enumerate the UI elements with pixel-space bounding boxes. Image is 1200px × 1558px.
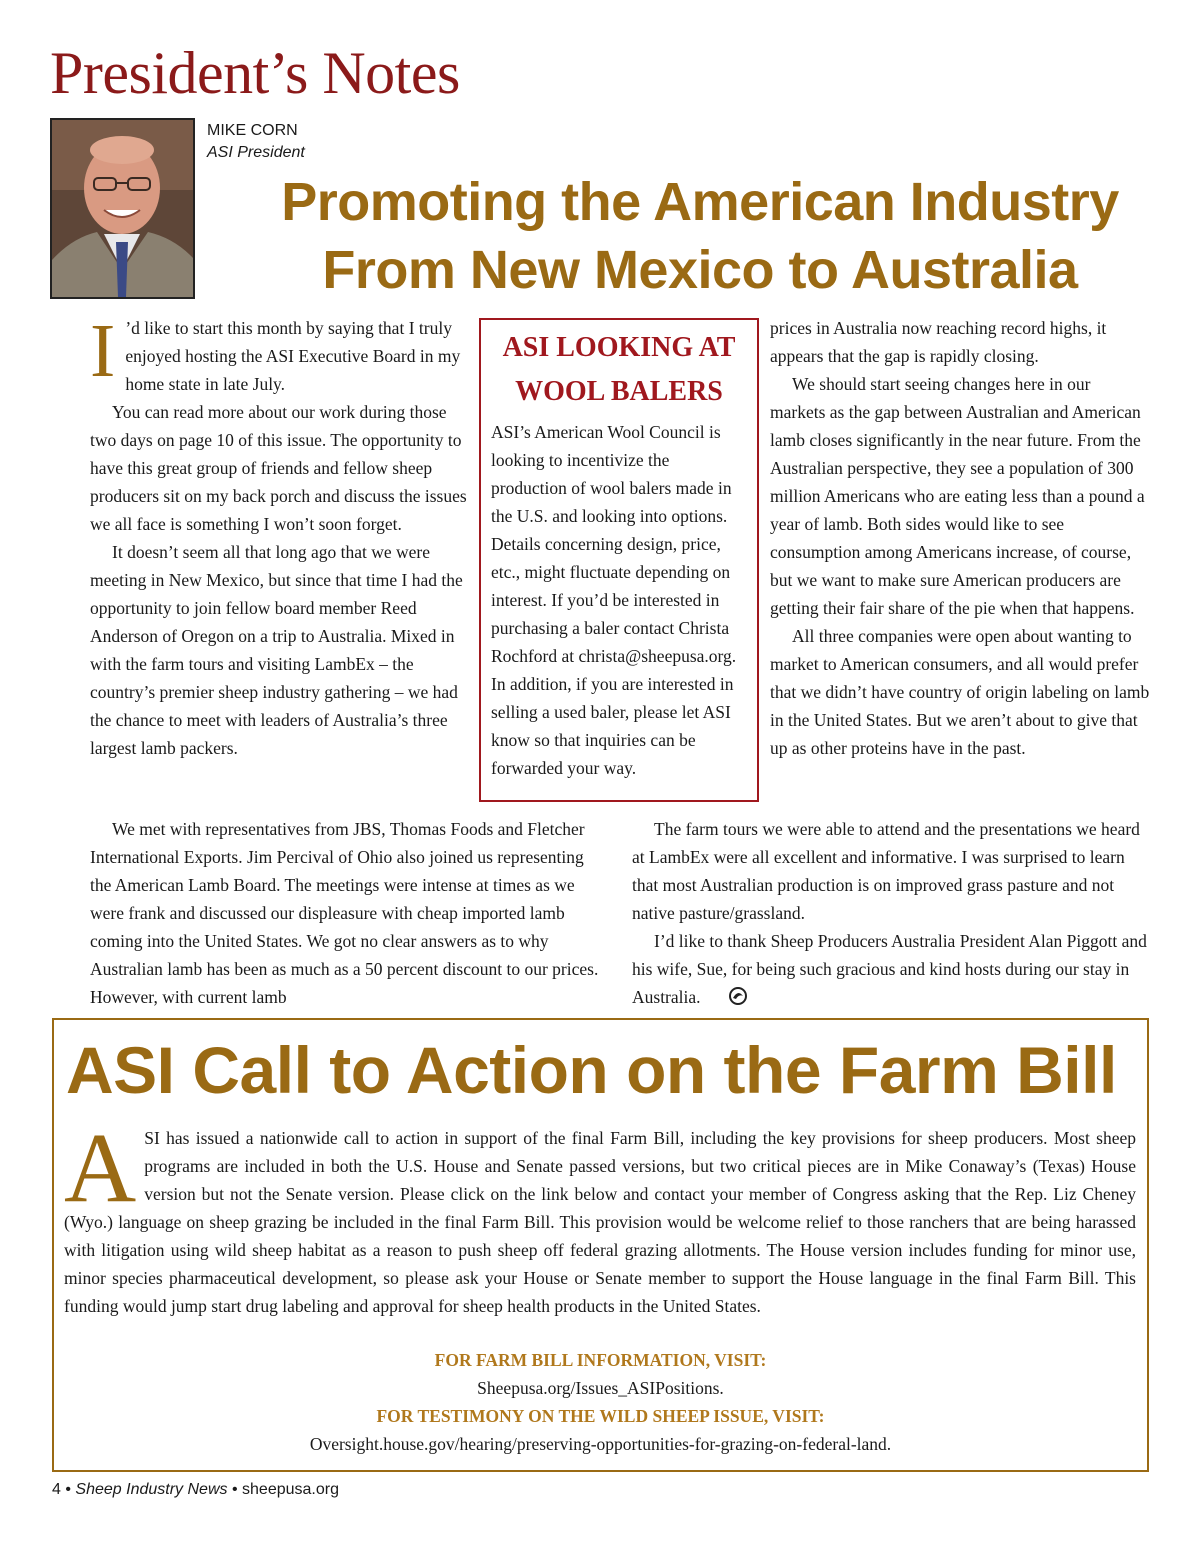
portrait-photo (50, 118, 195, 299)
paragraph-text: I’d like to thank Sheep Producers Australia President Alan Piggott and his wife, Sue, for being such gracious and kind hosts during our stay in Australia. (632, 931, 1147, 1007)
website-link[interactable]: sheepusa.org (242, 1481, 339, 1498)
article-column-3 (770, 314, 1150, 762)
paragraph-text: ’d like to start this month by saying that I truly enjoyed hosting the ASI Executive Board in my home state in late July. (125, 318, 461, 394)
drop-cap: A (64, 1112, 137, 1223)
article-column-1-lower (90, 815, 602, 1011)
article-paragraph: prices in Australia now reaching record highs, it appears that the gap is rapidly closing. (770, 318, 1107, 366)
publication-name: Sheep Industry News (75, 1481, 228, 1498)
sidebar-title-line-2: WOOL BALERS (515, 376, 723, 407)
drop-cap: I (90, 309, 116, 393)
headline-line-1: Promoting the American Industry (281, 172, 1119, 232)
portrait-image (52, 120, 193, 297)
asi-logo-icon (707, 985, 747, 1013)
sidebar-title (491, 326, 747, 414)
farm-bill-link-heading: FOR FARM BILL INFORMATION, VISIT: (434, 1350, 767, 1370)
call-to-action-title: ASI Call to Action on the Farm Bill (66, 1033, 1117, 1107)
article-paragraph: We should start seeing changes here in our markets as the gap between Australian and American lamb closes significantly in the near future. From the Australian perspective, they see a population of 300 million Americans who are eating less than a pound a year of lamb. Both sides would like to see consumption among Americans increase, of course, but we want to make sure American producers are getting their fair share of the pie when that happens. (770, 374, 1145, 618)
call-to-action-text: SI has issued a nationwide call to action in support of the final Farm Bill, including the key provisions for sheep producers. Most sheep programs are included in both the U.S. House and Senate passed versions, but two critical pieces are in Mike Conaway’s (Texas) House version but not the Senate version. Please click on the link below and contact your member of Congress asking that the Rep. Liz Cheney (Wyo.) language on sheep grazing be included in the final Farm Bill. This provision would be welcome relief to those ranchers that are being harassed with litigation using wild sheep habitat as a reason to push sheep off federal grazing allotments. The House version includes funding for minor use, minor species pharmaceutical development, so please ask your House or Senate member to support the House language in the final Farm Bill. This funding would jump start drug labeling and approval for sheep health products in the United States. (64, 1128, 1136, 1316)
article-column-1 (90, 309, 472, 762)
testimony-link-heading: FOR TESTIMONY ON THE WILD SHEEP ISSUE, VISIT: (376, 1406, 825, 1426)
testimony-link[interactable]: Oversight.house.gov/hearing/preserving-opportunities-for-grazing-on-federal-land. (309, 1434, 892, 1454)
article-paragraph: All three companies were open about wanting to market to American consumers, and all would prefer that we didn’t have country of origin labeling on lamb in the United States. But we aren’t about to give that up as other proteins have in the past. (770, 626, 1150, 758)
article-paragraph (632, 927, 1150, 1013)
sidebar-title-line-1: ASI LOOKING AT (502, 332, 736, 363)
article-paragraph (90, 309, 472, 398)
article-paragraph: We met with representatives from JBS, Thomas Foods and Fletcher International Exports. Jim Percival of Ohio also joined us representing the American Lamb Board. The meetings were intense at times as we were frank and discussed our displeasure with cheap imported lamb coming into the United States. We got no clear answers as to why Australian lamb has been as much as a 50 percent discount to our prices. However, with current lamb (90, 819, 599, 1007)
page-footer (52, 1480, 339, 1500)
footer-separator: • (231, 1481, 238, 1498)
article-paragraph: It doesn’t seem all that long ago that we were meeting in New Mexico, but since that time I had the opportunity to join fellow board member Reed Anderson of Oregon on a trip to Australia. Mixed in with the farm tours and visiting LambEx – the country’s premier sheep industry gathering – we had the chance to meet with leaders of Australia’s three largest lamb packers. (90, 542, 463, 758)
headline-line-2: From New Mexico to Australia (322, 240, 1078, 300)
article-headline (200, 168, 1200, 304)
article-paragraph: You can read more about our work during those two days on page 10 of this issue. The opportunity to have this great group of friends and fellow sheep producers sit on my back porch and discuss the issues we all face is something I won’t soon forget. (90, 402, 467, 534)
footer-separator: • (65, 1481, 71, 1498)
author-title: ASI President (207, 144, 305, 161)
sidebar-body: ASI’s American Wool Council is looking to incentivize the production of wool balers made in the U.S. and looking into options. Details concerning design, price, etc., might fluctuate depending on interest. If you’d be interested in purchasing a baler contact Christa Rochford at christa@sheepusa.org. In addition, if you are interested in selling a used baler, please let ASI know so that inquiries can be forwarded your way. (491, 422, 737, 778)
section-title: President’s Notes (50, 40, 460, 106)
article-paragraph: The farm tours we were able to attend and the presentations we heard at LambEx were all excellent and informative. I was surprised to learn that most Australian production is on improved grass pasture and not native pasture/grassland. (632, 819, 1140, 923)
sidebar-box (479, 318, 759, 802)
farm-bill-link[interactable]: Sheepusa.org/Issues_ASIPositions. (477, 1378, 724, 1398)
page-number: 4 (52, 1481, 61, 1498)
call-to-action-body (64, 1112, 1136, 1320)
author-name: MIKE CORN (207, 122, 298, 139)
article-column-3-lower (632, 815, 1150, 1013)
